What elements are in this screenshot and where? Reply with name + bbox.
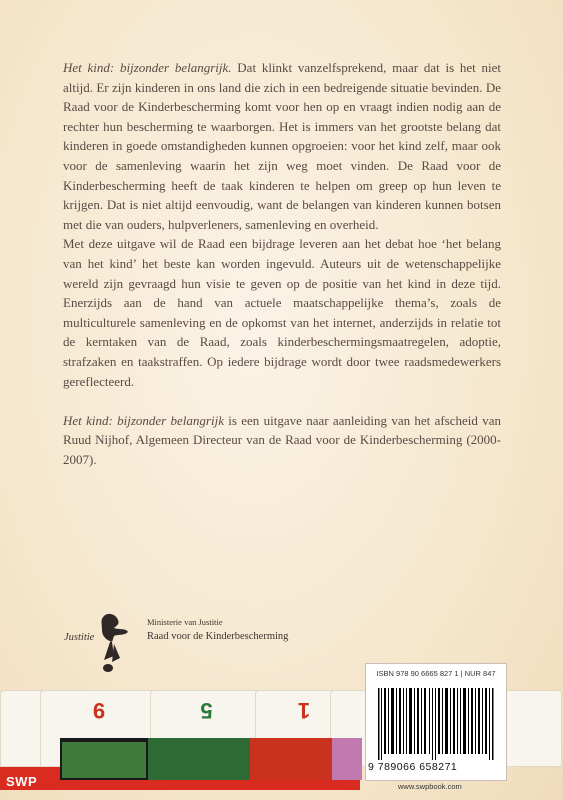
blurb-paragraph-2: Met deze uitgave wil de Raad een bijdrage leveren aan het debat hoe ‘het belang van het kind’ het beste kan worden ingevuld. Auteurs uit de wetenschappelijke wereld zijn gevraagd hun visie te geven op de positie van het kind in deze tijd. Enerzijds aan de hand van actuele maatschappelijke thema’s, zoals de multiculturele samenleving en de opkomst van het internet, anderzijds in relatie tot de kerntaken van de Raad, zoals kinderbeschermingsmaatregelen, adoptie, strafzaken en taakstraffen. Op iedere bijdrage wordt door twee raadsmedewerkers gereflecteerd. xyxy=(63,236,501,389)
tab-number-1: 9 xyxy=(91,698,106,723)
ministry-label: Ministerie van Justitie xyxy=(147,617,223,627)
isbn-label: ISBN 978 90 6665 827 1 | NUR 847 xyxy=(376,669,496,678)
blurb-paragraph-1 xyxy=(63,58,501,234)
isbn-barcode-box xyxy=(365,663,507,781)
blurb-paragraph-1-text: Dat klinkt vanzelfsprekend, maar dat is het niet altijd. Er zijn kinderen in ons land die zich in een bedreigende situatie bevinden. De Raad voor de Kinderbescherming komt voor hen op en vraagt indien nodig aan de rechter hun bescherming te waarborgen. Het is immers van het grootste belang dat kinderen in goede omstandigheden kunnen opgroeien: voor het kind zelf, maar ook voor de samenleving waarin het zijn weg moet vinden. De Raad voor de Kinderbescherming heeft de taak kinderen te helpen om greep op hun leven te krijgen. Dat is niet altijd eenvoudig, want de belangen van kinderen kunnen botsen met die van ouders, hulpverleners, samenleving en overheid. xyxy=(63,60,502,232)
swp-logo: SWP xyxy=(6,774,38,789)
blurb-paragraph-3-text: is een uitgave naar aanleiding van het afscheid van Ruud Nijhof, Algemeen Directeur van de Raad voor de Kinderbescherming (2000-2007). xyxy=(63,412,501,467)
color-band-green-2 xyxy=(148,738,250,780)
book-title-italic: Het kind: bijzonder belangrijk. xyxy=(63,60,232,75)
barcode-icon xyxy=(374,688,498,760)
tab-number-3: 1 xyxy=(296,698,311,723)
justitia-emblem-icon xyxy=(94,612,134,674)
publisher-website[interactable]: www.swpbook.com xyxy=(398,782,462,791)
blurb-text xyxy=(63,58,501,469)
color-band-pink xyxy=(332,738,362,780)
color-band-green xyxy=(62,742,146,778)
color-band-red xyxy=(250,738,332,780)
tab-number-2: 5 xyxy=(199,698,213,723)
barcode-digits: 9 789066 658271 xyxy=(368,761,458,773)
book-title-italic-2: Het kind: bijzonder belangrijk xyxy=(63,412,224,428)
justitie-wordmark: Justitie xyxy=(64,632,95,643)
justitie-logo xyxy=(64,612,304,682)
blurb-paragraph-3 xyxy=(63,411,501,470)
raad-label: Raad voor de Kinderbescherming xyxy=(147,631,289,642)
